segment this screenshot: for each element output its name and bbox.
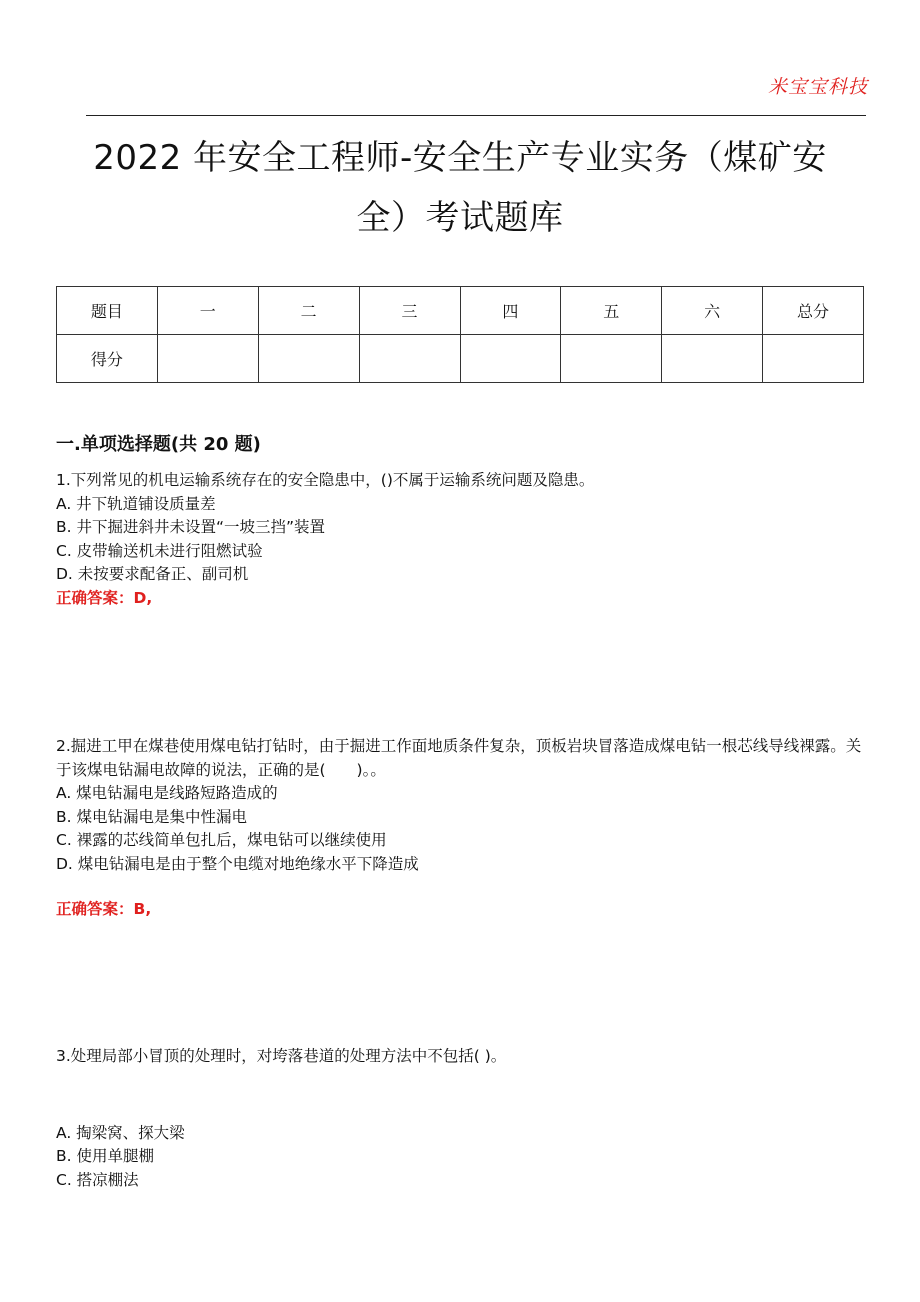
question-1 bbox=[56, 469, 866, 610]
section-title: 一.单项选择题(共 20 题) bbox=[56, 434, 261, 455]
header-rule bbox=[86, 115, 866, 116]
score-header-cell: 四 bbox=[460, 287, 561, 335]
question-spacer bbox=[56, 1069, 866, 1122]
score-cell bbox=[359, 335, 460, 383]
document-title bbox=[40, 128, 880, 248]
score-cell bbox=[460, 335, 561, 383]
score-header-cell: 一 bbox=[157, 287, 258, 335]
score-header-cell: 二 bbox=[258, 287, 359, 335]
score-header-cell: 五 bbox=[561, 287, 662, 335]
score-header-cell: 题目 bbox=[57, 287, 158, 335]
brand-label: 米宝宝科技 bbox=[767, 76, 868, 98]
score-table-score-row bbox=[57, 335, 864, 383]
option-a: A. 煤电钻漏电是线路短路造成的 bbox=[56, 784, 278, 802]
option-a: A. 井下轨道铺设质量差 bbox=[56, 494, 216, 513]
option-a: A. 掏梁窝、探大梁 bbox=[56, 1123, 185, 1142]
option-c: C. 搭凉棚法 bbox=[56, 1170, 139, 1189]
correct-answer: 正确答案：D, bbox=[56, 588, 153, 607]
option-d: D. 未按要求配备正、副司机 bbox=[56, 565, 249, 583]
option-d: D. 煤电钻漏电是由于整个电缆对地绝缘水平下降造成 bbox=[56, 854, 419, 873]
score-cell bbox=[258, 335, 359, 383]
score-cell bbox=[662, 335, 763, 383]
score-table-header-row bbox=[57, 287, 864, 335]
question-stem: 1.下列常见的机电运输系统存在的安全隐患中，()不属于运输系统问题及隐患。 bbox=[56, 471, 595, 489]
score-table bbox=[56, 286, 864, 383]
question-stem: 2.掘进工甲在煤巷使用煤电钻打钻时，由于掘进工作面地质条件复杂，顶板岩块冒落造成煤电钻一根芯线导线裸露。关于该煤电钻漏电故障的说法，正确的是( )。。 bbox=[56, 737, 862, 779]
score-cell bbox=[561, 335, 662, 383]
question-stem: 3.处理局部小冒顶的处理时，对垮落巷道的处理方法中不包括( )。 bbox=[56, 1047, 507, 1065]
score-header-cell: 总分 bbox=[763, 287, 864, 335]
option-b: B. 煤电钻漏电是集中性漏电 bbox=[56, 807, 247, 826]
score-row-label: 得分 bbox=[57, 335, 158, 383]
score-cell bbox=[157, 335, 258, 383]
correct-answer: 正确答案：B, bbox=[56, 900, 152, 918]
score-cell bbox=[763, 335, 864, 383]
option-c: C. 裸露的芯线简单包扎后，煤电钻可以继续使用 bbox=[56, 831, 387, 849]
question-2 bbox=[56, 735, 866, 922]
option-b: B. 使用单腿棚 bbox=[56, 1147, 154, 1165]
score-header-cell: 三 bbox=[359, 287, 460, 335]
title-line-2: 全）考试题库 bbox=[356, 198, 564, 238]
question-3 bbox=[56, 1045, 866, 1192]
score-header-cell: 六 bbox=[662, 287, 763, 335]
title-line-1: 2022 年安全工程师-安全生产专业实务（煤矿安 bbox=[93, 138, 827, 178]
option-b: B. 井下掘进斜井未设置“一坡三挡”装置 bbox=[56, 518, 326, 536]
option-c: C. 皮带输送机未进行阻燃试验 bbox=[56, 541, 263, 560]
